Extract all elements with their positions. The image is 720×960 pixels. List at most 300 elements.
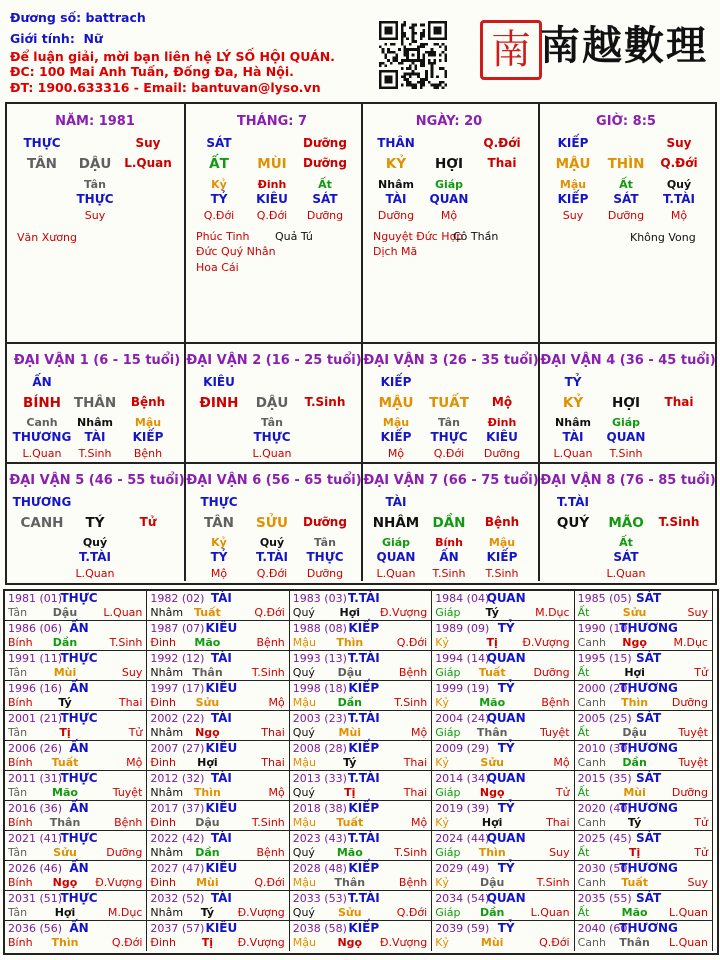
year-cell [432, 801, 574, 831]
daivan-hidden-stem: Bính [435, 536, 463, 549]
year-stem: Nhâm [150, 666, 184, 679]
year-cell [432, 741, 574, 771]
owner-label: Đương số: [10, 10, 82, 25]
daivan-title: ĐẠI VẬN 3 (26 - 35 tuổi) [363, 353, 539, 368]
year-star: ẤN [69, 921, 89, 935]
year-life-stage: Tuyệt [678, 726, 708, 739]
pillar-hidden-star: THỰC [76, 192, 114, 206]
year-star: T.TÀI [347, 651, 380, 665]
year-branch: Dần [195, 846, 220, 859]
pillar-hidden-life: Mộ [670, 209, 688, 222]
year-stem: Tân [8, 666, 28, 679]
year-life-stage: Thai [546, 816, 570, 829]
gender-label: Giới tính: [10, 31, 75, 46]
pillar-note: Quả Tú [275, 230, 313, 243]
year-star: THỰC [60, 891, 98, 905]
pillar-hidden-stem: Kỷ [211, 178, 227, 191]
year-branch: Mão [336, 846, 363, 859]
year-stem: Mậu [292, 756, 316, 769]
year-cell [5, 621, 147, 651]
year-star: T.TÀI [347, 831, 380, 845]
year-label: 1998 (18) [292, 682, 347, 695]
year-stem: Canh [577, 636, 606, 649]
daivan-hidden-star: QUAN [376, 550, 416, 564]
year-life-stage: Q.Đới [111, 936, 143, 949]
pillar-hidden-star: SÁT [613, 192, 639, 206]
year-cell [5, 711, 147, 741]
year-cell [147, 741, 289, 771]
year-life-stage: L.Quan [669, 906, 708, 919]
pillar-note: Cô Thần [453, 230, 499, 243]
pillar-hidden-stem: Nhâm [378, 178, 414, 191]
pillar-hidden-stem: Mậu [559, 178, 587, 191]
year-stem: Kỷ [435, 816, 449, 829]
daivan-main: DẦN [432, 515, 466, 531]
daivan-hidden-life: T.Sinh [78, 447, 112, 460]
year-label: 2026 (46) [8, 862, 63, 875]
year-branch: Tuất [478, 666, 506, 679]
daivan-main: NHÂM [372, 515, 420, 531]
year-star: ẤN [69, 741, 89, 755]
year-stem: Bính [8, 936, 33, 949]
pillar-note: Hoa Cái [196, 261, 239, 274]
year-star: TỶ [497, 921, 515, 935]
pillar-hidden-star: SÁT [312, 192, 338, 206]
year-stem: Ất [577, 906, 590, 919]
year-label: 2040 (60) [577, 922, 632, 935]
year-cell [575, 831, 713, 861]
daivan-hidden-stem: Giáp [381, 536, 411, 549]
year-stem: Đinh [150, 876, 176, 889]
year-cell [575, 711, 713, 741]
year-label: 1995 (15) [577, 652, 632, 665]
year-stem: Tân [8, 606, 28, 619]
year-cell [432, 831, 574, 861]
daivan-star: THỰC [200, 495, 238, 509]
year-stem: Ất [577, 606, 590, 619]
daivan-hidden-stem: Đinh [487, 416, 517, 429]
year-label: 2006 (26) [8, 742, 63, 755]
year-stem: Quý [292, 666, 315, 679]
year-stem: Quý [292, 726, 315, 739]
year-branch: Tý [200, 906, 215, 919]
year-stem: Giáp [435, 666, 461, 679]
year-branch: Dần [337, 696, 362, 709]
year-branch: Mùi [480, 936, 504, 949]
year-life-stage: L.Quan [669, 936, 708, 949]
year-label: 1992 (12) [150, 652, 205, 665]
daivan-main: ĐINH [199, 395, 239, 411]
year-stem: Bính [8, 696, 33, 709]
year-label: 2008 (28) [292, 742, 347, 755]
daivan-hidden-stem: Giáp [611, 416, 641, 429]
year-label: 2001 (21) [8, 712, 63, 725]
year-life-stage: Dưỡng [671, 786, 708, 799]
year-label: 1984 (04) [435, 592, 490, 605]
year-stem: Bính [8, 876, 33, 889]
year-star: TỶ [497, 681, 515, 695]
year-label: 2003 (23) [292, 712, 347, 725]
year-cell [575, 801, 713, 831]
year-branch: Dậu [195, 816, 220, 829]
year-cell [147, 591, 289, 621]
year-life-stage: Đ.Vượng [522, 636, 570, 649]
year-star: THƯƠNG [619, 621, 678, 635]
year-stem: Kỷ [435, 936, 449, 949]
year-cell [290, 861, 432, 891]
year-label: 2002 (22) [150, 712, 205, 725]
daivan-main: THÂN [73, 395, 117, 411]
daivan-hidden-life: L.Quan [606, 567, 646, 580]
pillar-hidden-star: TỶ [210, 192, 228, 206]
pillar-note: Phúc Tinh [196, 230, 250, 243]
year-cell [575, 681, 713, 711]
daivan-main: T.Sinh [304, 395, 346, 409]
daivan-hidden-star: T.TÀI [256, 550, 288, 564]
year-life-stage: Tử [555, 786, 570, 799]
pillar-note: Đức Quý Nhân [196, 245, 276, 258]
year-star: KIẾP [348, 861, 380, 875]
year-branch: Thân [192, 666, 223, 679]
year-branch: Dậu [479, 876, 505, 889]
year-branch: Ngọ [622, 636, 647, 649]
pillar-hidden-stem: Quý [666, 178, 692, 191]
year-branch: Ngọ [195, 726, 220, 739]
daivan-hidden-star: TỶ [210, 550, 228, 564]
year-branch: Tuất [193, 606, 221, 619]
year-branch: Tý [485, 606, 499, 619]
year-star: KIẾP [348, 621, 380, 635]
pillar-title: NĂM: 1981 [55, 114, 135, 129]
year-stem: Kỷ [435, 636, 449, 649]
year-cell [5, 891, 147, 921]
year-star: THƯƠNG [619, 921, 678, 935]
year-cell [290, 651, 432, 681]
daivan-main: T.Sinh [658, 515, 700, 529]
daivan-hidden-life: Mộ [210, 567, 228, 580]
daivan-hidden-star: QUAN [606, 430, 646, 444]
daivan-hidden-star: THƯƠNG [12, 430, 72, 444]
year-star: KIÊU [205, 861, 238, 875]
year-star: ẤN [69, 801, 89, 815]
pillar-star: KIẾP [557, 136, 589, 150]
year-life-stage: Bệnh [114, 816, 143, 829]
pillar-hidden-stem: Đinh [257, 178, 287, 191]
pillar-star: Q.Đới [483, 136, 521, 150]
pillar-main: TÂN [27, 156, 57, 172]
year-stem: Đinh [150, 936, 176, 949]
year-cell [432, 681, 574, 711]
year-stem: Mậu [292, 876, 316, 889]
pillar-star: Dưỡng [303, 136, 347, 150]
year-stem: Nhâm [150, 726, 184, 739]
daivan-main: SỬU [256, 515, 288, 531]
year-cell [5, 861, 147, 891]
year-star: KIÊU [205, 681, 238, 695]
year-label: 2014 (34) [435, 772, 490, 785]
year-star: THỰC [60, 711, 98, 725]
year-branch: Tuất [336, 816, 364, 829]
year-label: 2019 (39) [435, 802, 490, 815]
year-star: TÀI [210, 831, 232, 845]
year-life-stage: Tử [694, 666, 708, 679]
pillar-star: Suy [666, 136, 692, 150]
year-life-stage: Dưỡng [671, 696, 708, 709]
year-life-stage: Tuyệt [539, 726, 570, 739]
year-branch: Sửu [195, 696, 220, 709]
year-label: 2011 (31) [8, 772, 63, 785]
daivan-title: ĐẠI VẬN 5 (46 - 55 tuổi) [9, 473, 185, 488]
divider [7, 342, 715, 344]
year-label: 2031 (51) [8, 892, 63, 905]
year-label: 1982 (02) [150, 592, 205, 605]
year-life-stage: Suy [687, 876, 708, 889]
pillar-hidden-stem: Ất [318, 178, 332, 191]
year-life-stage: Đ.Vượng [95, 876, 143, 889]
year-star: THƯƠNG [619, 741, 678, 755]
daivan-main: TÂN [204, 515, 234, 531]
year-star: SÁT [636, 651, 662, 665]
year-stem: Ất [577, 666, 590, 679]
daivan-hidden-stem: Quý [259, 536, 285, 549]
year-label: 2037 (57) [150, 922, 205, 935]
pillar-note: Nguyệt Đức Hợp [373, 230, 464, 243]
year-stem: Đinh [150, 696, 176, 709]
address-line: ĐC: 100 Mai Anh Tuấn, Đống Đa, Hà Nội. [10, 64, 294, 79]
year-branch: Sửu [338, 906, 362, 919]
year-branch: Tý [58, 696, 72, 709]
year-life-stage: Tử [694, 846, 708, 859]
year-life-stage: Mộ [268, 696, 285, 709]
year-label: 2004 (24) [435, 712, 490, 725]
daivan-title: ĐẠI VẬN 7 (66 - 75 tuổi) [363, 473, 539, 488]
year-star: T.TÀI [347, 591, 380, 605]
year-cell [290, 621, 432, 651]
year-star: TÀI [210, 891, 232, 905]
pillar-main: Q.Đới [660, 156, 698, 170]
daivan-star: TÀI [385, 495, 407, 509]
year-branch: Thân [334, 876, 366, 889]
pillar-main: DẬU [78, 156, 112, 172]
year-star: T.TÀI [347, 771, 380, 785]
year-cell [290, 921, 432, 951]
daivan-hidden-star: THỰC [430, 430, 468, 444]
year-star: ẤN [69, 681, 89, 695]
daivan-main: Thai [664, 395, 694, 409]
year-stem: Canh [577, 876, 606, 889]
year-branch: Tị [59, 726, 71, 739]
year-life-stage: Mộ [126, 756, 143, 769]
gender-value: Nữ [83, 31, 103, 46]
year-star: KIẾP [348, 921, 380, 935]
year-stem: Đinh [150, 756, 176, 769]
year-label: 1996 (16) [8, 682, 63, 695]
year-cell [147, 681, 289, 711]
contact-line: Để luận giải, mời bạn liên hệ LÝ SỐ HỘI QUÁN. [10, 49, 335, 64]
year-label: 2000 (20) [577, 682, 632, 695]
year-stem: Giáp [435, 606, 461, 619]
year-star: THƯƠNG [619, 681, 678, 695]
year-branch: Thân [619, 936, 650, 949]
year-cell [147, 921, 289, 951]
year-star: QUAN [486, 651, 526, 665]
daivan-hidden-star: ẤN [439, 550, 459, 564]
pillar-hidden-star: KIẾP [557, 192, 589, 206]
year-cell [147, 801, 289, 831]
year-life-stage: Tử [128, 726, 143, 739]
year-life-stage: Tuyệt [678, 756, 708, 769]
year-stem: Kỷ [435, 756, 449, 769]
year-life-stage: T.Sinh [251, 666, 285, 679]
year-branch: Hợi [624, 666, 645, 679]
year-life-stage: Q.Đới [396, 906, 428, 919]
year-branch: Tý [627, 816, 642, 829]
year-cell [432, 621, 574, 651]
pillar-main: ẤT [209, 156, 229, 172]
year-life-stage: Đ.Vượng [237, 936, 285, 949]
daivan-main: DẬU [255, 395, 289, 411]
year-star: TỶ [497, 741, 515, 755]
year-branch: Dậu [337, 666, 362, 679]
year-branch: Dần [622, 756, 647, 769]
daivan-main: QUÝ [556, 515, 590, 531]
year-star: SÁT [636, 771, 662, 785]
daivan-main: MẬU [378, 395, 414, 411]
year-stem: Giáp [435, 906, 461, 919]
daivan-hidden-star: KIẾP [486, 550, 518, 564]
year-life-stage: L.Quan [103, 606, 143, 619]
year-stem: Mậu [292, 936, 316, 949]
daivan-hidden-stem: Quý [82, 536, 108, 549]
year-cell [575, 921, 713, 951]
year-branch: Sửu [480, 756, 504, 769]
year-star: THƯƠNG [619, 861, 678, 875]
year-life-stage: Bệnh [398, 876, 428, 889]
year-cell [147, 711, 289, 741]
pillar-hidden-stem: Giáp [434, 178, 464, 191]
year-star: SÁT [636, 831, 662, 845]
year-label: 2033 (53) [292, 892, 347, 905]
daivan-hidden-life: Dưỡng [306, 567, 344, 580]
daivan-hidden-stem: Mậu [134, 416, 162, 429]
pillar-title: THÁNG: 7 [236, 114, 308, 129]
pillar-hidden-star: TÀI [385, 192, 407, 206]
year-branch: Tý [343, 756, 357, 769]
year-branch: Mão [621, 906, 648, 919]
year-life-stage: Bệnh [398, 666, 428, 679]
year-cell [5, 771, 147, 801]
year-life-stage: Bệnh [541, 696, 570, 709]
year-cell [432, 861, 574, 891]
daivan-star: T.TÀI [557, 495, 589, 509]
year-label: 2025 (45) [577, 832, 632, 845]
year-star: QUAN [486, 831, 526, 845]
daivan-main: CANH [20, 515, 64, 531]
year-label: 1990 (10) [577, 622, 632, 635]
year-life-stage: M.Dục [107, 906, 143, 919]
year-cell [290, 801, 432, 831]
pillar-hidden-star: KIÊU [256, 192, 288, 206]
pillar-hidden-life: Mộ [440, 209, 458, 222]
year-star: TÀI [210, 711, 232, 725]
year-stem: Canh [577, 936, 606, 949]
year-star: SÁT [636, 711, 662, 725]
year-label: 1991 (11) [8, 652, 63, 665]
year-label: 2020 (40) [577, 802, 632, 815]
year-branch: Thìn [478, 846, 506, 859]
year-cell [432, 711, 574, 741]
year-life-stage: M.Dục [673, 636, 708, 649]
year-star: TÀI [210, 651, 232, 665]
year-star: QUAN [486, 711, 526, 725]
pillar-main: Thai [487, 156, 517, 170]
year-label: 2013 (33) [292, 772, 347, 785]
daivan-hidden-life: L.Quan [252, 447, 292, 460]
owner-line [10, 10, 146, 25]
owner-value: battrach [85, 10, 146, 25]
year-life-stage: Đ.Vượng [237, 906, 285, 919]
year-stem: Mậu [292, 816, 316, 829]
year-star: TÀI [210, 591, 232, 605]
daivan-hidden-stem: Tân [261, 416, 283, 429]
daivan-star: ẤN [32, 375, 52, 389]
year-cell [5, 921, 147, 951]
year-cell [432, 891, 574, 921]
year-stem: Canh [577, 696, 606, 709]
year-cell [290, 741, 432, 771]
year-life-stage: Bệnh [256, 636, 285, 649]
year-stem: Nhâm [150, 606, 184, 619]
year-life-stage: Thai [118, 696, 143, 709]
year-life-stage: Q.Đới [254, 876, 285, 889]
daivan-hidden-star: T.TÀI [79, 550, 111, 564]
year-stem: Bính [8, 816, 33, 829]
year-life-stage: Mộ [410, 726, 428, 739]
year-star: KIẾP [348, 681, 380, 695]
daivan-hidden-life: L.Quan [75, 567, 115, 580]
year-life-stage: Q.Đới [396, 636, 428, 649]
year-label: 1994 (14) [435, 652, 490, 665]
year-stem: Tân [8, 906, 28, 919]
year-label: 1986 (06) [8, 622, 63, 635]
pillar-star: SÁT [206, 136, 232, 150]
daivan-hidden-stem: Tân [438, 416, 460, 429]
year-label: 1997 (17) [150, 682, 205, 695]
year-label: 2028 (48) [292, 862, 347, 875]
year-cell [5, 801, 147, 831]
daivan-main: HỢI [611, 395, 641, 411]
year-star: T.TÀI [347, 891, 380, 905]
year-cell [5, 651, 147, 681]
year-cell [5, 591, 147, 621]
year-branch: Hợi [54, 906, 76, 919]
daivan-hidden-star: TÀI [84, 430, 106, 444]
daivan-hidden-life: Q.Đới [433, 447, 465, 460]
year-cell [575, 591, 713, 621]
daivan-main: Mộ [491, 395, 513, 409]
year-branch: Thìn [621, 696, 649, 709]
daivan-hidden-life: T.Sinh [609, 447, 643, 460]
year-cell [290, 891, 432, 921]
year-cell [147, 891, 289, 921]
year-cell [147, 831, 289, 861]
year-stem: Giáp [435, 726, 461, 739]
daivan-title: ĐẠI VẬN 2 (16 - 25 tuổi) [186, 353, 362, 368]
year-life-stage: Thai [403, 756, 428, 769]
year-stem: Nhâm [150, 846, 184, 859]
daivan-hidden-stem: Nhâm [77, 416, 113, 429]
daivan-title: ĐẠI VẬN 6 (56 - 65 tuổi) [186, 473, 362, 488]
